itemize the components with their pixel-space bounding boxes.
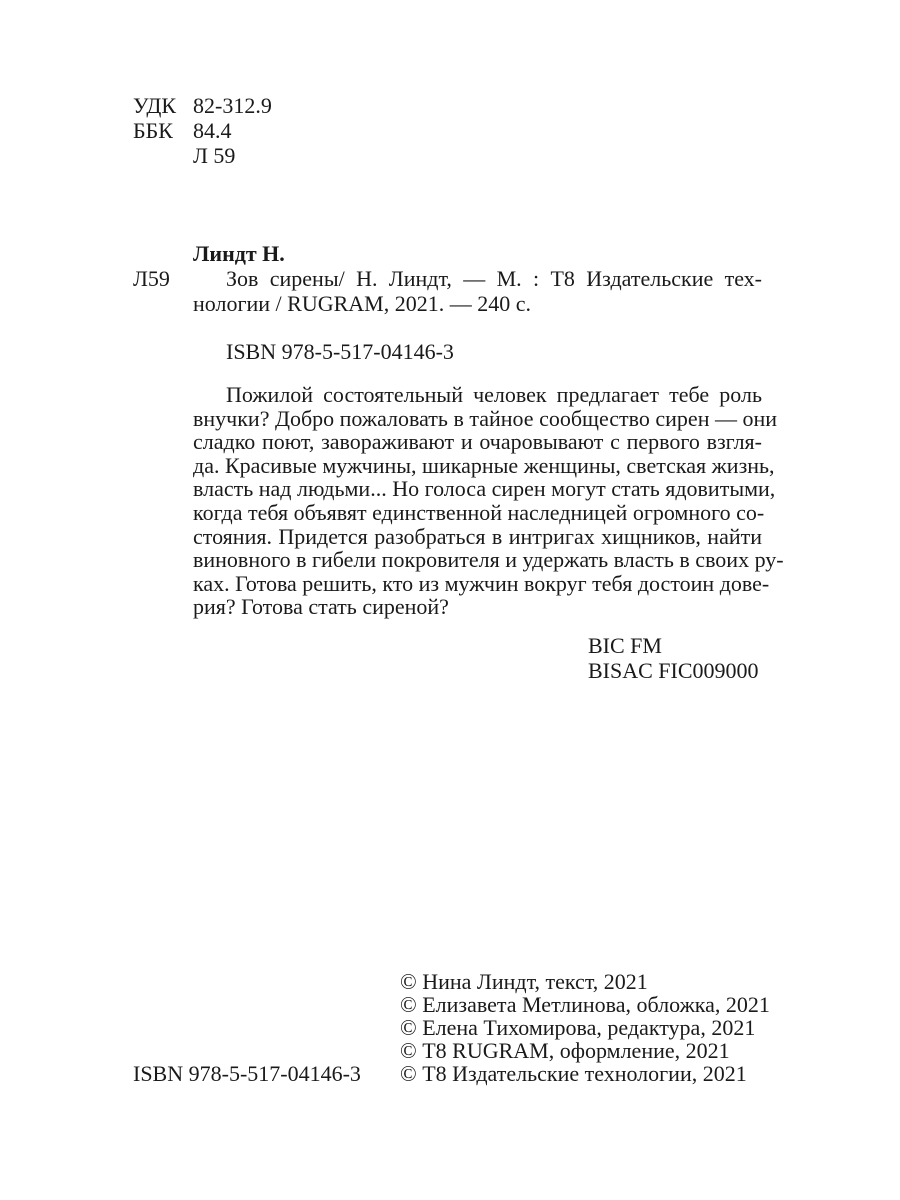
- annotation-line: да. Красивые мужчины, шикарные женщины, светская жизнь,: [193, 452, 775, 478]
- copyright-line: © Т8 Издательские технологии, 2021: [400, 1061, 747, 1086]
- isbn: ISBN 978-5-517-04146-3: [226, 339, 454, 364]
- annotation-line: внучки? Добро пожаловать в тайное сообщество сирен — они: [193, 405, 778, 431]
- title-line-1: Зов сирены/ Н. Линдт, — М. : Т8 Издательские тех-: [226, 266, 762, 291]
- annotation-line: Пожилой состоятельный человек предлагает тебе роль: [226, 382, 762, 407]
- copyright-line: © Нина Линдт, текст, 2021: [400, 969, 648, 994]
- bbk-label: ББК: [133, 118, 173, 143]
- udk-value: 82-312.9: [193, 93, 272, 118]
- copyright-line: © Елена Тихомирова, редактура, 2021: [400, 1015, 756, 1040]
- author-heading: Линдт Н.: [193, 241, 285, 266]
- annotation-line: когда тебя объявят единственной наследницей огромного со-: [193, 499, 765, 525]
- title-line-2: нологии / RUGRAM, 2021. — 240 с.: [193, 291, 531, 316]
- annotation-line: рия? Готова стать сиреной?: [193, 594, 449, 620]
- copyright-line: © Т8 RUGRAM, оформление, 2021: [400, 1038, 730, 1063]
- annotation: [193, 382, 784, 620]
- annotation-line: сладко поют, завораживают и очаровывают с первого взгля-: [193, 429, 762, 455]
- author-mark: Л 59: [193, 143, 236, 168]
- udk-label: УДК: [133, 93, 177, 118]
- copyright-line: © Елизавета Метлинова, обложка, 2021: [400, 992, 770, 1017]
- author-code: Л59: [133, 266, 170, 291]
- annotation-line: ках. Готова решить, кто из мужчин вокруг тебя достоин дове-: [193, 570, 770, 596]
- footer-isbn: ISBN 978-5-517-04146-3: [133, 1061, 361, 1086]
- bic-code: BIC FM: [588, 633, 662, 658]
- annotation-line: виновного в гибели покровителя и удержать власть в своих ру-: [193, 547, 784, 573]
- annotation-line: власть над людьми... Но голоса сирен могут стать ядовитыми,: [193, 476, 776, 502]
- bbk-value: 84.4: [193, 118, 232, 143]
- annotation-line: стояния. Придется разобраться в интригах хищников, найти: [193, 523, 762, 549]
- bisac-code: BISAC FIC009000: [588, 658, 759, 683]
